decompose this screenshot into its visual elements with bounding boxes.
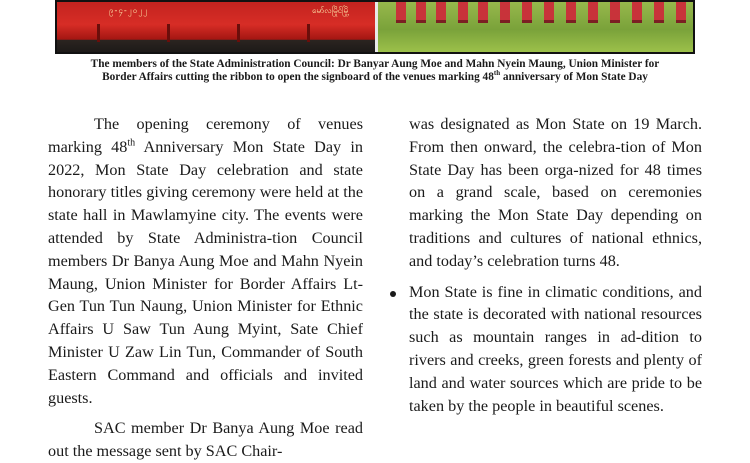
paragraph-text-rest: Anniversary Mon State Day in 2022, Mon State Day celebration and state honorary titles giving ceremony were held at the state hall in Mawlamyine city. The events were attended by State Administra-tion Council members Dr Banya Aung Moe and Mahn Nyein Maung, Union Minister for Border Affairs Lt-Gen Tun Tun Naung, Union Minister for Ethnic Affairs U Saw Tun Aung Myint, Sate Chief Minister U Zaw Lin Tun, Commander of South Eastern Command and officials and invited guests. (48, 137, 363, 407)
signboard-date-text: ၉-၄-၂၀၂၂ (109, 6, 149, 15)
performer-figure (478, 2, 488, 23)
performer-figure (654, 2, 664, 23)
performer-figure (632, 2, 642, 23)
photo-field-performers (378, 2, 693, 52)
performer-figure (544, 2, 554, 23)
performer-figure (566, 2, 576, 23)
performer-figure (610, 2, 620, 23)
bullet-text: Mon State is fine in climatic conditions, and the state is decorated with national resources such as mountain ranges in ad-dition to rivers and creeks, green forests and plenty of land and water sources which are pride to be taken by the people in beautiful scenes. (409, 282, 702, 415)
performer-figure (676, 2, 686, 23)
caption-line-2: Border Affairs cutting the ribbon to open the signboard of the venues marking 48 (102, 71, 494, 83)
signboard-city-text: မော်လမြိုင်မြို့ (312, 6, 350, 15)
performer-figure (396, 2, 406, 23)
performer-figure (500, 2, 510, 23)
left-article-column (48, 113, 363, 463)
article-paragraph: was designated as Mon State on 19 March. From then onward, the celebra-tion of Mon State Day has been orga-nized for 48 times on a grand scale, based on ceremonies marking the Mon State Day depending on traditions and cultures of national ethnics, and today’s celebration turns 48. (409, 115, 702, 270)
performer-figure (416, 2, 426, 23)
signboard-pillar (97, 24, 100, 42)
signboard-pillar (237, 24, 240, 42)
performer-figure (522, 2, 532, 23)
signboard-pillar (167, 24, 170, 42)
photo-ribbon-cutting (57, 2, 375, 52)
photo-caption (50, 58, 700, 84)
performer-figure (436, 2, 446, 23)
performer-figure (588, 2, 598, 23)
news-photo (55, 0, 695, 54)
right-article-column (409, 113, 702, 417)
article-paragraph (48, 113, 363, 409)
signboard-pillar (307, 24, 310, 42)
article-paragraph: SAC member Dr Banya Aung Moe read out the message sent by SAC Chair- (48, 419, 363, 461)
bullet-icon (390, 291, 396, 297)
caption-ordinal-suffix: th (493, 69, 501, 78)
caption-line-1: The members of the State Administration Council: Dr Banyar Aung Moe and Mahn Nyein Maung, Union Minister for (90, 58, 660, 70)
bullet-list-item (409, 281, 702, 418)
caption-line-2-end: anniversary of Mon State Day (500, 71, 648, 83)
paragraph-text-start: The opening ceremony of venues marking 48 (48, 115, 363, 156)
performer-figure (458, 2, 468, 23)
ordinal-suffix: th (127, 137, 136, 149)
